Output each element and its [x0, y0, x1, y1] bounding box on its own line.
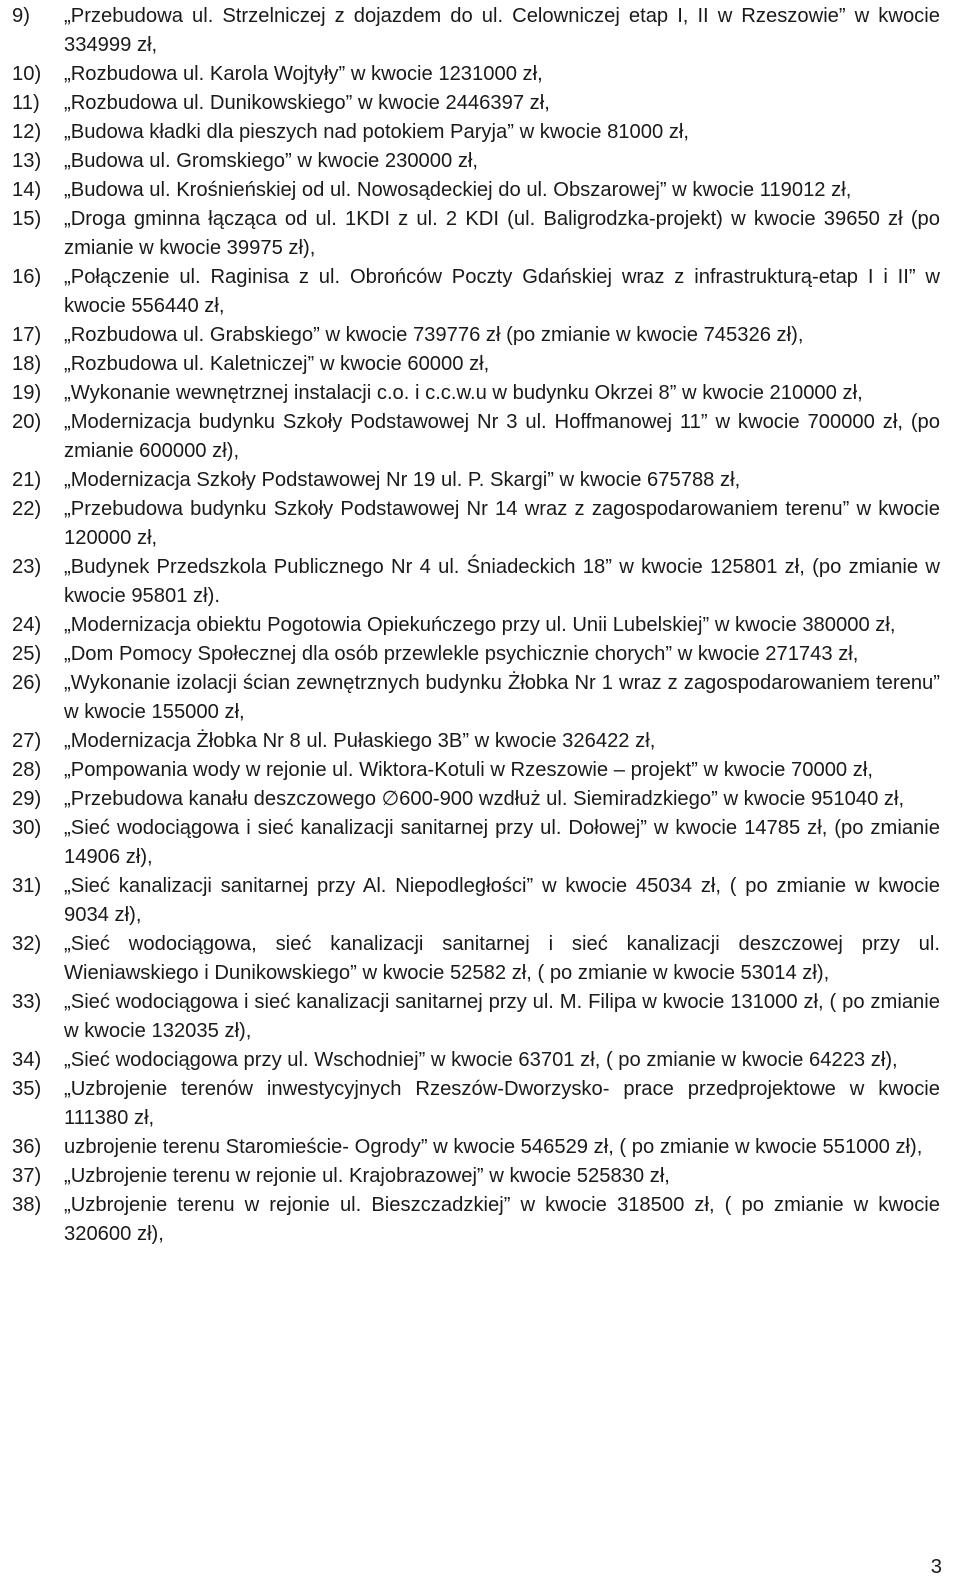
item-number: 38) [12, 1194, 42, 1216]
list-item [12, 1162, 940, 1191]
list-item [12, 379, 940, 408]
list-item [12, 1191, 940, 1249]
item-number: 27) [12, 730, 42, 752]
list-item [12, 872, 940, 930]
list-item [12, 147, 940, 176]
item-text: „Modernizacja Żłobka Nr 8 ul. Pułaskiego 3B” w kwocie 326422 zł, [64, 730, 656, 752]
list-item [12, 350, 940, 379]
item-number: 35) [12, 1078, 42, 1100]
list-item [12, 1133, 940, 1162]
list-item [12, 756, 940, 785]
item-number: 19) [12, 382, 42, 404]
list-item [12, 1046, 940, 1075]
item-text: „Budynek Przedszkola Publicznego Nr 4 ul. Śniadeckich 18” w kwocie 125801 zł, (po zmianie w kwocie 95801 zł). [64, 556, 940, 607]
item-number: 21) [12, 469, 42, 491]
document-list [12, 2, 940, 1249]
item-number: 17) [12, 324, 42, 346]
item-text: „Sieć wodociągowa przy ul. Wschodniej” w kwocie 63701 zł, ( po zmianie w kwocie 64223 zł), [64, 1049, 898, 1071]
item-text: „Modernizacja obiektu Pogotowia Opiekuńczego przy ul. Unii Lubelskiej” w kwocie 380000 zł, [64, 614, 896, 636]
list-item [12, 89, 940, 118]
list-item [12, 205, 940, 263]
list-item [12, 930, 940, 988]
item-number: 36) [12, 1136, 42, 1158]
item-number: 26) [12, 672, 42, 694]
item-number: 33) [12, 991, 42, 1013]
item-text: „Budowa kładki dla pieszych nad potokiem Paryja” w kwocie 81000 zł, [64, 121, 690, 143]
page-number: 3 [930, 1556, 942, 1578]
item-number: 15) [12, 208, 42, 230]
item-text: „Uzbrojenie terenu w rejonie ul. Bieszczadzkiej” w kwocie 318500 zł, ( po zmianie w kwocie 320600 zł), [64, 1194, 940, 1245]
item-number: 25) [12, 643, 42, 665]
item-number: 24) [12, 614, 42, 636]
item-number: 28) [12, 759, 42, 781]
item-text: uzbrojenie terenu Staromieście- Ogrody” w kwocie 546529 zł, ( po zmianie w kwocie 551000 zł), [64, 1136, 923, 1158]
list-item [12, 814, 940, 872]
item-text: „Sieć kanalizacji sanitarnej przy Al. Niepodległości” w kwocie 45034 zł, ( po zmianie w kwocie 9034 zł), [64, 875, 940, 926]
item-number: 14) [12, 179, 42, 201]
item-text: „Przebudowa budynku Szkoły Podstawowej Nr 14 wraz z zagospodarowaniem terenu” w kwocie 120000 zł, [64, 498, 940, 549]
item-number: 22) [12, 498, 42, 520]
item-text: „Wykonanie izolacji ścian zewnętrznych budynku Żłobka Nr 1 wraz z zagospodarowaniem terenu” w kwocie 155000 zł, [64, 672, 940, 723]
item-text: „Budowa ul. Krośnieńskiej od ul. Nowosądeckiej do ul. Obszarowej” w kwocie 119012 zł, [64, 179, 852, 201]
item-number: 11) [12, 92, 40, 114]
item-number: 18) [12, 353, 42, 375]
item-text: „Przebudowa kanału deszczowego ∅600-900 wzdłuż ul. Siemiradzkiego” w kwocie 951040 zł, [64, 788, 905, 810]
list-item [12, 669, 940, 727]
item-text: „Rozbudowa ul. Karola Wojtyły” w kwocie 1231000 zł, [64, 63, 543, 85]
item-text: „Modernizacja Szkoły Podstawowej Nr 19 ul. P. Skargi” w kwocie 675788 zł, [64, 469, 741, 491]
list-item [12, 495, 940, 553]
item-text: „Rozbudowa ul. Dunikowskiego” w kwocie 2446397 zł, [64, 92, 550, 114]
item-text: „Połączenie ul. Raginisa z ul. Obrońców Poczty Gdańskiej wraz z infrastrukturą-etap I i II” w kwocie 556440 zł, [64, 266, 940, 317]
list-item [12, 640, 940, 669]
item-text: „Modernizacja budynku Szkoły Podstawowej Nr 3 ul. Hoffmanowej 11” w kwocie 700000 zł, (po zmianie 600000 zł), [64, 411, 940, 462]
list-item [12, 1075, 940, 1133]
item-number: 29) [12, 788, 42, 810]
item-text: „Dom Pomocy Społecznej dla osób przewlekle psychicznie chorych” w kwocie 271743 zł, [64, 643, 859, 665]
item-text: „Uzbrojenie terenu w rejonie ul. Krajobrazowej” w kwocie 525830 zł, [64, 1165, 670, 1187]
list-item [12, 263, 940, 321]
list-item [12, 785, 940, 814]
item-number: 31) [12, 875, 42, 897]
list-item [12, 118, 940, 147]
item-number: 37) [12, 1165, 42, 1187]
list-item [12, 611, 940, 640]
item-text: „Wykonanie wewnętrznej instalacji c.o. i c.c.w.u w budynku Okrzei 8” w kwocie 210000 zł, [64, 382, 863, 404]
item-text: „Rozbudowa ul. Kaletniczej” w kwocie 60000 zł, [64, 353, 490, 375]
list-item [12, 176, 940, 205]
item-number: 9) [12, 5, 30, 27]
item-text: „Droga gminna łącząca od ul. 1KDI z ul. 2 KDI (ul. Baligrodzka-projekt) w kwocie 39650 zł (po zmianie w kwocie 39975 zł), [64, 208, 940, 259]
item-number: 12) [12, 121, 42, 143]
item-text: „Rozbudowa ul. Grabskiego” w kwocie 739776 zł (po zmianie w kwocie 745326 zł), [64, 324, 804, 346]
list-item [12, 553, 940, 611]
list-item [12, 60, 940, 89]
item-text: „Sieć wodociągowa i sieć kanalizacji sanitarnej przy ul. M. Filipa w kwocie 131000 zł, ( po zmianie w kwocie 132035 zł), [64, 991, 940, 1042]
item-text: „Uzbrojenie terenów inwestycyjnych Rzeszów-Dworzysko- prace przedprojektowe w kwocie 111380 zł, [64, 1078, 940, 1129]
item-text: „Sieć wodociągowa i sieć kanalizacji sanitarnej przy ul. Dołowej” w kwocie 14785 zł, (po zmianie 14906 zł), [64, 817, 940, 868]
item-text: „Pompowania wody w rejonie ul. Wiktora-Kotuli w Rzeszowie – projekt” w kwocie 70000 zł, [64, 759, 873, 781]
item-number: 10) [12, 63, 42, 85]
item-number: 30) [12, 817, 42, 839]
item-text: „Budowa ul. Gromskiego” w kwocie 230000 zł, [64, 150, 479, 172]
item-number: 16) [12, 266, 42, 288]
item-number: 20) [12, 411, 42, 433]
list-item [12, 727, 940, 756]
list-item [12, 321, 940, 350]
item-number: 23) [12, 556, 42, 578]
item-number: 32) [12, 933, 42, 955]
item-number: 13) [12, 150, 42, 172]
list-item [12, 466, 940, 495]
item-text: „Sieć wodociągowa, sieć kanalizacji sanitarnej i sieć kanalizacji deszczowej przy ul. Wieniawskiego i Dunikowskiego” w kwocie 52582 zł, ( po zmianie w kwocie 53014 zł), [64, 933, 940, 984]
list-item [12, 2, 940, 60]
list-item [12, 988, 940, 1046]
item-number: 34) [12, 1049, 42, 1071]
list-item [12, 408, 940, 466]
item-text: „Przebudowa ul. Strzelniczej z dojazdem do ul. Celowniczej etap I, II w Rzeszowie” w kwocie 334999 zł, [64, 5, 940, 56]
